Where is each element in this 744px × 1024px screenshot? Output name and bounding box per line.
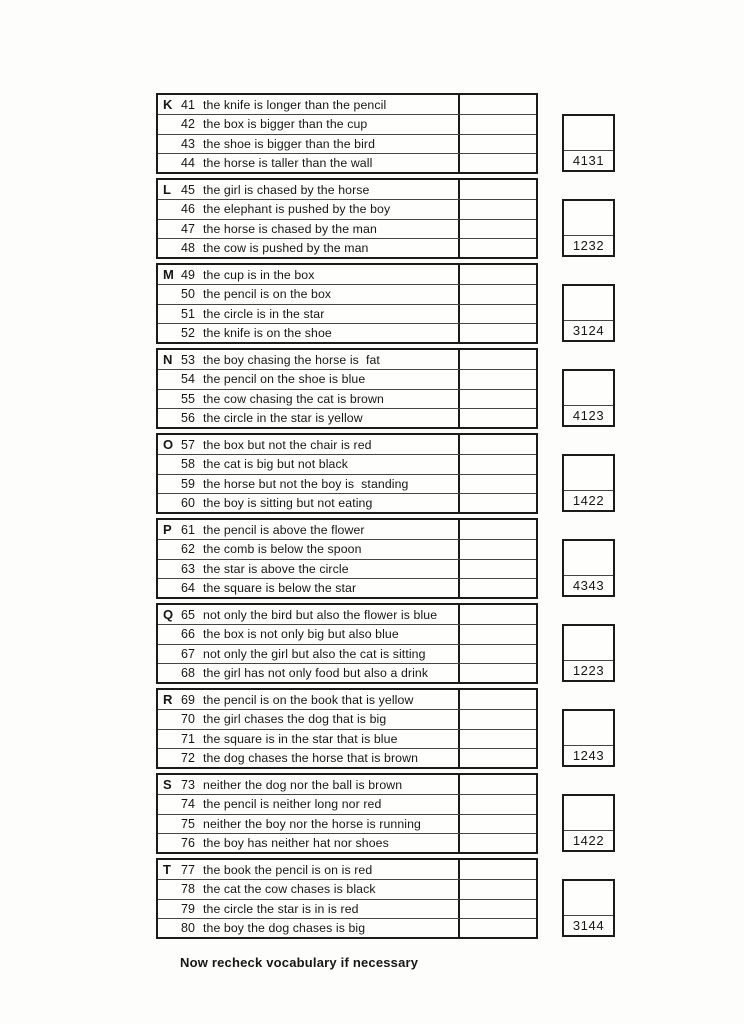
group-letter: Q — [163, 607, 174, 623]
answer-box-blank — [564, 371, 613, 405]
answer-blank-cell — [458, 880, 536, 898]
question-number: 75 — [181, 816, 195, 831]
question-row — [158, 153, 536, 172]
question-group — [156, 518, 618, 599]
question-row — [158, 180, 536, 199]
question-row — [158, 879, 536, 898]
group-letter: P — [163, 522, 172, 538]
answer-box-blank — [564, 796, 613, 830]
question-text: the cup is in the box — [203, 267, 315, 282]
question-number: 61 — [181, 522, 195, 537]
question-row — [158, 860, 536, 879]
question-row — [158, 219, 536, 238]
question-number: 48 — [181, 240, 195, 255]
question-text: the dog chases the horse that is brown — [203, 750, 419, 765]
question-text: the comb is below the spoon — [203, 542, 362, 557]
question-number: 78 — [181, 882, 195, 897]
question-row — [158, 833, 536, 852]
answer-blank-cell — [458, 815, 536, 833]
question-text: the box is not only big but also blue — [203, 627, 399, 642]
answer-box-blank — [564, 711, 613, 745]
question-row — [158, 748, 536, 767]
question-group — [156, 688, 618, 769]
question-text: the pencil is on the book that is yellow — [203, 692, 414, 707]
group-letter: L — [163, 182, 171, 198]
answer-blank-cell — [458, 730, 536, 748]
answer-blank-cell — [458, 834, 536, 852]
question-row — [158, 559, 536, 578]
answer-blank-cell — [458, 690, 536, 709]
question-text: the cat the cow chases is black — [203, 882, 376, 897]
question-number: 59 — [181, 476, 195, 491]
question-number: 57 — [181, 437, 195, 452]
question-number: 46 — [181, 202, 195, 217]
question-row — [158, 814, 536, 833]
question-text: the horse but not the boy is standing — [203, 476, 409, 491]
question-group — [156, 858, 618, 939]
question-text: the circle in the star is yellow — [203, 410, 363, 425]
question-table — [156, 263, 538, 344]
question-text: the cat is big but not black — [203, 457, 348, 472]
answer-blank-cell — [458, 200, 536, 218]
question-text: the square is in the star that is blue — [203, 731, 398, 746]
group-letter: R — [163, 692, 173, 708]
answer-blank-cell — [458, 919, 536, 937]
answer-blank-cell — [458, 350, 536, 369]
answer-blank-cell — [458, 605, 536, 624]
question-number: 51 — [181, 306, 195, 321]
answer-box-blank — [564, 201, 613, 235]
question-number: 56 — [181, 410, 195, 425]
question-number: 77 — [181, 862, 195, 877]
answer-blank-cell — [458, 154, 536, 172]
answer-blank-cell — [458, 220, 536, 238]
question-group — [156, 433, 618, 514]
answer-box-blank — [564, 116, 613, 150]
question-text: the girl has not only food but also a drink — [203, 665, 429, 680]
answer-code-box — [562, 794, 615, 852]
question-row — [158, 389, 536, 408]
question-text: the boy has neither hat nor shoes — [203, 835, 389, 850]
answer-code: 4123 — [564, 405, 613, 425]
question-row — [158, 304, 536, 323]
answer-blank-cell — [458, 645, 536, 663]
question-text: the shoe is bigger than the bird — [203, 136, 376, 151]
question-number: 80 — [181, 920, 195, 935]
question-row — [158, 284, 536, 303]
question-row — [158, 709, 536, 728]
question-number: 45 — [181, 182, 195, 197]
answer-code: 1422 — [564, 830, 613, 850]
question-number: 66 — [181, 627, 195, 642]
question-number: 50 — [181, 287, 195, 302]
question-number: 60 — [181, 495, 195, 510]
question-text: the boy chasing the horse is fat — [203, 352, 380, 367]
answer-blank-cell — [458, 540, 536, 558]
question-number: 58 — [181, 457, 195, 472]
question-text: the circle is in the star — [203, 306, 325, 321]
question-number: 44 — [181, 155, 195, 170]
question-number: 41 — [181, 97, 195, 112]
answer-box-blank — [564, 626, 613, 660]
question-text: the circle the star is in is red — [203, 901, 359, 916]
question-table — [156, 773, 538, 854]
question-text: the cow is pushed by the man — [203, 240, 369, 255]
question-number: 55 — [181, 391, 195, 406]
question-row — [158, 663, 536, 682]
question-number: 70 — [181, 712, 195, 727]
question-text: the knife is on the shoe — [203, 325, 332, 340]
question-number: 43 — [181, 136, 195, 151]
answer-blank-cell — [458, 520, 536, 539]
answer-code: 4343 — [564, 575, 613, 595]
question-number: 49 — [181, 267, 195, 282]
question-text: the book the pencil is on is red — [203, 862, 373, 877]
question-table — [156, 178, 538, 259]
answer-code: 1232 — [564, 235, 613, 255]
question-text: the boy the dog chases is big — [203, 920, 366, 935]
answer-box-blank — [564, 881, 613, 915]
question-row — [158, 408, 536, 427]
answer-code-box — [562, 879, 615, 937]
question-row — [158, 794, 536, 813]
answer-blank-cell — [458, 860, 536, 879]
question-number: 69 — [181, 692, 195, 707]
answer-code-box — [562, 624, 615, 682]
question-number: 52 — [181, 325, 195, 340]
question-number: 62 — [181, 542, 195, 557]
question-text: the horse is chased by the man — [203, 221, 377, 236]
question-number: 72 — [181, 750, 195, 765]
question-text: the knife is longer than the pencil — [203, 97, 387, 112]
question-table — [156, 688, 538, 769]
question-text: the girl chases the dog that is big — [203, 712, 387, 727]
question-group — [156, 263, 618, 344]
question-text: the girl is chased by the horse — [203, 182, 370, 197]
question-text: neither the boy nor the horse is running — [203, 816, 421, 831]
answer-blank-cell — [458, 435, 536, 454]
question-row — [158, 775, 536, 794]
answer-code: 1422 — [564, 490, 613, 510]
answer-blank-cell — [458, 494, 536, 512]
question-text: not only the bird but also the flower is blue — [203, 607, 438, 622]
question-text: the cow chasing the cat is brown — [203, 391, 384, 406]
answer-blank-cell — [458, 265, 536, 284]
question-text: the pencil is above the flower — [203, 522, 365, 537]
answer-box-blank — [564, 456, 613, 490]
group-letter: S — [163, 777, 172, 793]
question-number: 65 — [181, 607, 195, 622]
answer-blank-cell — [458, 710, 536, 728]
question-number: 67 — [181, 646, 195, 661]
question-table — [156, 518, 538, 599]
question-row — [158, 605, 536, 624]
answer-blank-cell — [458, 475, 536, 493]
question-row — [158, 350, 536, 369]
question-table — [156, 433, 538, 514]
answer-code-box — [562, 709, 615, 767]
question-number: 76 — [181, 835, 195, 850]
question-row — [158, 690, 536, 709]
question-row — [158, 435, 536, 454]
answer-blank-cell — [458, 239, 536, 257]
question-number: 64 — [181, 580, 195, 595]
answer-blank-cell — [458, 664, 536, 682]
question-row — [158, 114, 536, 133]
answer-code-box — [562, 284, 615, 342]
answer-code-box — [562, 539, 615, 597]
answer-code: 1223 — [564, 660, 613, 680]
question-row — [158, 644, 536, 663]
group-letter: M — [163, 267, 174, 283]
question-row — [158, 539, 536, 558]
answer-blank-cell — [458, 625, 536, 643]
question-number: 68 — [181, 665, 195, 680]
answer-code-box — [562, 454, 615, 512]
question-number: 54 — [181, 372, 195, 387]
answer-blank-cell — [458, 390, 536, 408]
question-number: 74 — [181, 797, 195, 812]
question-row — [158, 323, 536, 342]
question-row — [158, 729, 536, 748]
answer-blank-cell — [458, 795, 536, 813]
question-row — [158, 369, 536, 388]
question-number: 53 — [181, 352, 195, 367]
answer-code: 3124 — [564, 320, 613, 340]
answer-blank-cell — [458, 324, 536, 342]
question-row — [158, 624, 536, 643]
question-text: the star is above the circle — [203, 561, 349, 576]
question-text: the horse is taller than the wall — [203, 155, 373, 170]
question-group — [156, 93, 618, 174]
group-letter: T — [163, 862, 171, 878]
question-number: 63 — [181, 561, 195, 576]
question-number: 47 — [181, 221, 195, 236]
answer-code-box — [562, 199, 615, 257]
question-row — [158, 238, 536, 257]
question-group — [156, 773, 618, 854]
question-row — [158, 493, 536, 512]
question-number: 79 — [181, 901, 195, 916]
question-text: the elephant is pushed by the boy — [203, 202, 391, 217]
group-letter: K — [163, 97, 173, 113]
question-number: 71 — [181, 731, 195, 746]
question-text: not only the girl but also the cat is sitting — [203, 646, 426, 661]
question-text: the box is bigger than the cup — [203, 117, 368, 132]
footer-note: Now recheck vocabulary if necessary — [180, 955, 419, 970]
answer-blank-cell — [458, 95, 536, 114]
question-row — [158, 454, 536, 473]
question-text: the pencil on the shoe is blue — [203, 372, 366, 387]
answer-blank-cell — [458, 409, 536, 427]
question-row — [158, 134, 536, 153]
answer-blank-cell — [458, 305, 536, 323]
question-text: the box but not the chair is red — [203, 437, 372, 452]
answer-code-box — [562, 114, 615, 172]
answer-blank-cell — [458, 455, 536, 473]
question-text: the boy is sitting but not eating — [203, 495, 373, 510]
question-table — [156, 858, 538, 939]
answer-blank-cell — [458, 135, 536, 153]
answer-code: 3144 — [564, 915, 613, 935]
question-group — [156, 178, 618, 259]
answer-blank-cell — [458, 900, 536, 918]
answer-blank-cell — [458, 370, 536, 388]
answer-box-blank — [564, 286, 613, 320]
question-row — [158, 265, 536, 284]
question-table — [156, 603, 538, 684]
answer-code-box — [562, 369, 615, 427]
question-groups-area — [156, 93, 618, 943]
question-text: the square is below the star — [203, 580, 357, 595]
answer-blank-cell — [458, 560, 536, 578]
question-row — [158, 95, 536, 114]
answer-blank-cell — [458, 180, 536, 199]
question-group — [156, 348, 618, 429]
answer-blank-cell — [458, 579, 536, 597]
question-row — [158, 578, 536, 597]
answer-code: 1243 — [564, 745, 613, 765]
question-text: neither the dog nor the ball is brown — [203, 777, 403, 792]
question-text: the pencil is on the box — [203, 287, 332, 302]
question-row — [158, 474, 536, 493]
question-row — [158, 520, 536, 539]
question-table — [156, 348, 538, 429]
question-number: 42 — [181, 117, 195, 132]
question-table — [156, 93, 538, 174]
question-row — [158, 199, 536, 218]
group-letter: O — [163, 437, 174, 453]
answer-blank-cell — [458, 115, 536, 133]
group-letter: N — [163, 352, 173, 368]
answer-box-blank — [564, 541, 613, 575]
answer-code: 4131 — [564, 150, 613, 170]
question-row — [158, 899, 536, 918]
answer-blank-cell — [458, 775, 536, 794]
question-number: 73 — [181, 777, 195, 792]
answer-blank-cell — [458, 749, 536, 767]
question-row — [158, 918, 536, 937]
answer-blank-cell — [458, 285, 536, 303]
question-group — [156, 603, 618, 684]
question-text: the pencil is neither long nor red — [203, 797, 382, 812]
